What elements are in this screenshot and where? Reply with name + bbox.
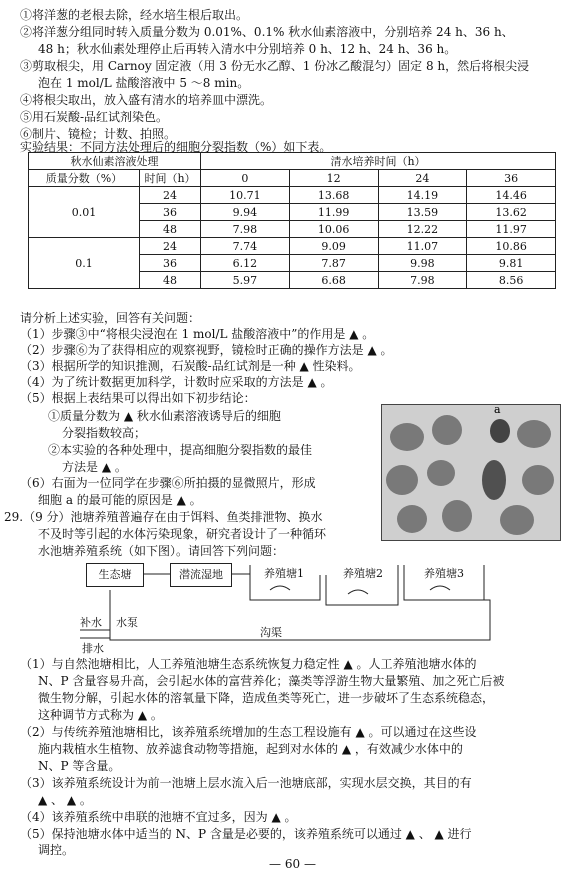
pond1-label: 养殖塘1 [264, 567, 304, 580]
table-cell: 14.19 [378, 187, 467, 204]
table-header: 36 [467, 170, 556, 187]
table-cell: 10.06 [289, 221, 378, 238]
table-cell: 36 [140, 255, 201, 272]
cell-division-index-table [28, 152, 556, 289]
refill-label: 补水 [80, 616, 102, 629]
question-line: （2）与传统养殖池塘相比，该养殖系统增加的生态工程设施有 ▲ 。可以通过在这些设 [20, 725, 477, 739]
table-header: 时间（h） [140, 170, 201, 187]
table-cell: 0.1 [29, 238, 140, 289]
question-line: （1）步骤③中“将根尖浸泡在 1 mol/L 盐酸溶液中”的作用是 ▲ 。 [20, 327, 375, 341]
question-line: 请分析上述实验，回答有关问题： [20, 311, 201, 325]
table-header: 质量分数（%） [29, 170, 140, 187]
table-header: 12 [289, 170, 378, 187]
eco-pond-box: 生态塘 [86, 563, 144, 587]
step-line: ⑥制片、镜检；计数、拍照。 [20, 127, 177, 141]
table-cell: 13.68 [289, 187, 378, 204]
step-line: ⑤用石炭酸-品红试剂染色。 [20, 110, 169, 124]
table-cell: 10.71 [201, 187, 290, 204]
question-line: 细胞 a 的最可能的原因是 ▲ 。 [38, 493, 202, 507]
table-cell: 6.68 [289, 272, 378, 289]
ditch-label: 沟渠 [260, 626, 282, 639]
question-line: （3）该养殖系统设计为前一池塘上层水流入后一池塘底部，实现水层交换，其目的有 [20, 776, 472, 790]
micrograph-image [381, 404, 561, 541]
table-cell: 11.07 [378, 238, 467, 255]
aquaculture-system-diagram [80, 560, 500, 650]
question-line: （5）根据上表结果可以得出如下初步结论： [20, 391, 256, 405]
table-cell: 7.74 [201, 238, 290, 255]
pond3-label: 养殖塘3 [424, 567, 464, 580]
question-line: N、P 等含量。 [38, 759, 121, 773]
step-line: 泡在 1 mol/L 盐酸溶液中 5 ～8 min。 [38, 76, 250, 90]
table-cell: 11.99 [289, 204, 378, 221]
table-cell: 9.09 [289, 238, 378, 255]
question-line: （4）为了统计数据更加科学，计数时应采取的方法是 ▲ 。 [20, 375, 333, 389]
question-line: （4）该养殖系统中串联的池塘不宜过多，因为 ▲ 。 [20, 810, 297, 824]
table-cell: 24 [140, 187, 201, 204]
table-cell: 7.87 [289, 255, 378, 272]
table-header: 0 [201, 170, 290, 187]
table-cell: 6.12 [201, 255, 290, 272]
table-cell: 7.98 [201, 221, 290, 238]
question-line: 这种调节方式称为 ▲ 。 [38, 708, 163, 722]
pump-label: 水泵 [116, 616, 138, 629]
question-line: 29.（9 分）池塘养殖普遍存在由于饵料、鱼类排泄物、换水 [4, 510, 323, 524]
table-cell: 9.81 [467, 255, 556, 272]
step-line: 实验结果：不同方法处理后的细胞分裂指数（%）如下表。 [20, 140, 332, 154]
question-line: 不及时等引起的水体污染现象，研究者设计了一种循环 [38, 527, 327, 541]
question-line: 分裂指数较高； [62, 426, 147, 440]
question-line: 方法是 ▲ 。 [62, 460, 127, 474]
step-line: ③剪取根尖，用 Carnoy 固定液（用 3 份无水乙醇、1 份冰乙酸混匀）固定 8 h，然后将根尖浸 [20, 59, 530, 73]
table-cell: 14.46 [467, 187, 556, 204]
question-line: 微生物分解，引起水体的溶氧量下降，造成鱼类等死亡，进一步破坏了生态系统稳态， [38, 691, 495, 705]
table-cell: 9.98 [378, 255, 467, 272]
step-line: ②将洋葱分组同时转入质量分数为 0.01%、0.1% 秋水仙素溶液中，分别培养 24 h、36 h、 [20, 25, 514, 39]
question-line: ▲ 、 ▲ 。 [38, 793, 92, 807]
table-cell: 12.22 [378, 221, 467, 238]
table-cell: 9.94 [201, 204, 290, 221]
page-number: — 60 — [269, 857, 316, 871]
table-cell: 13.62 [467, 204, 556, 221]
table-cell: 8.56 [467, 272, 556, 289]
table-row [29, 238, 556, 255]
pond2-label: 养殖塘2 [343, 567, 383, 580]
question-line: （1）与自然池塘相比，人工养殖池塘生态系统恢复力稳定性 ▲ 。人工养殖池塘水体的 [20, 657, 477, 671]
question-line: （3）根据所学的知识推测，石炭酸-品红试剂是一种 ▲ 性染料。 [20, 359, 361, 373]
step-line: ①将洋葱的老根去除，经水培生根后取出。 [20, 8, 249, 22]
table-cell: 13.59 [378, 204, 467, 221]
question-line: N、P 含量容易升高，会引起水体的富营养化；藻类等浮游生物大量繁殖、加之死亡后被 [38, 674, 505, 688]
table-row [29, 187, 556, 204]
question-line: ②本实验的各种处理中，提高细胞分裂指数的最佳 [48, 443, 313, 457]
question-line: （6）右面为一位同学在步骤⑥所拍摄的显微照片，形成 [20, 476, 316, 490]
table-cell: 36 [140, 204, 201, 221]
table-cell: 48 [140, 221, 201, 238]
question-line: 水池塘养殖系统（如下图）。请回答下列问题： [38, 544, 285, 558]
table-cell: 10.86 [467, 238, 556, 255]
table-cell: 0.01 [29, 187, 140, 238]
table-cell: 7.98 [378, 272, 467, 289]
question-line: 施内栽植水生植物、放养滤食动物等措施，起到对水体的 ▲ ，有效减少水体中的 [38, 742, 463, 756]
step-line: 48 h；秋水仙素处理停止后再转入清水中分别培养 0 h、12 h、24 h、36 h。 [38, 42, 457, 56]
question-line: （5）保持池塘水体中适当的 N、P 含量是必要的，该养殖系统可以通过 ▲ 、 ▲ 进行 [20, 827, 472, 841]
table-header: 秋水仙素溶液处理 [29, 153, 201, 170]
table-header: 24 [378, 170, 467, 187]
question-line: 调控。 [38, 843, 75, 857]
step-line: ④将根尖取出，放入盛有清水的培养皿中漂洗。 [20, 93, 273, 107]
question-line: （2）步骤⑥为了获得相应的观察视野，镜检时正确的操作方法是 ▲ 。 [20, 343, 393, 357]
table-cell: 11.97 [467, 221, 556, 238]
cell-a-label: a [494, 404, 501, 416]
wetland-box: 潜流湿地 [170, 563, 232, 587]
table-cell: 24 [140, 238, 201, 255]
drain-label: 排水 [82, 642, 104, 655]
table-cell: 48 [140, 272, 201, 289]
question-line: ①质量分数为 ▲ 秋水仙素溶液诱导后的细胞 [48, 409, 281, 423]
table-header: 清水培养时间（h） [201, 153, 556, 170]
table-cell: 5.97 [201, 272, 290, 289]
